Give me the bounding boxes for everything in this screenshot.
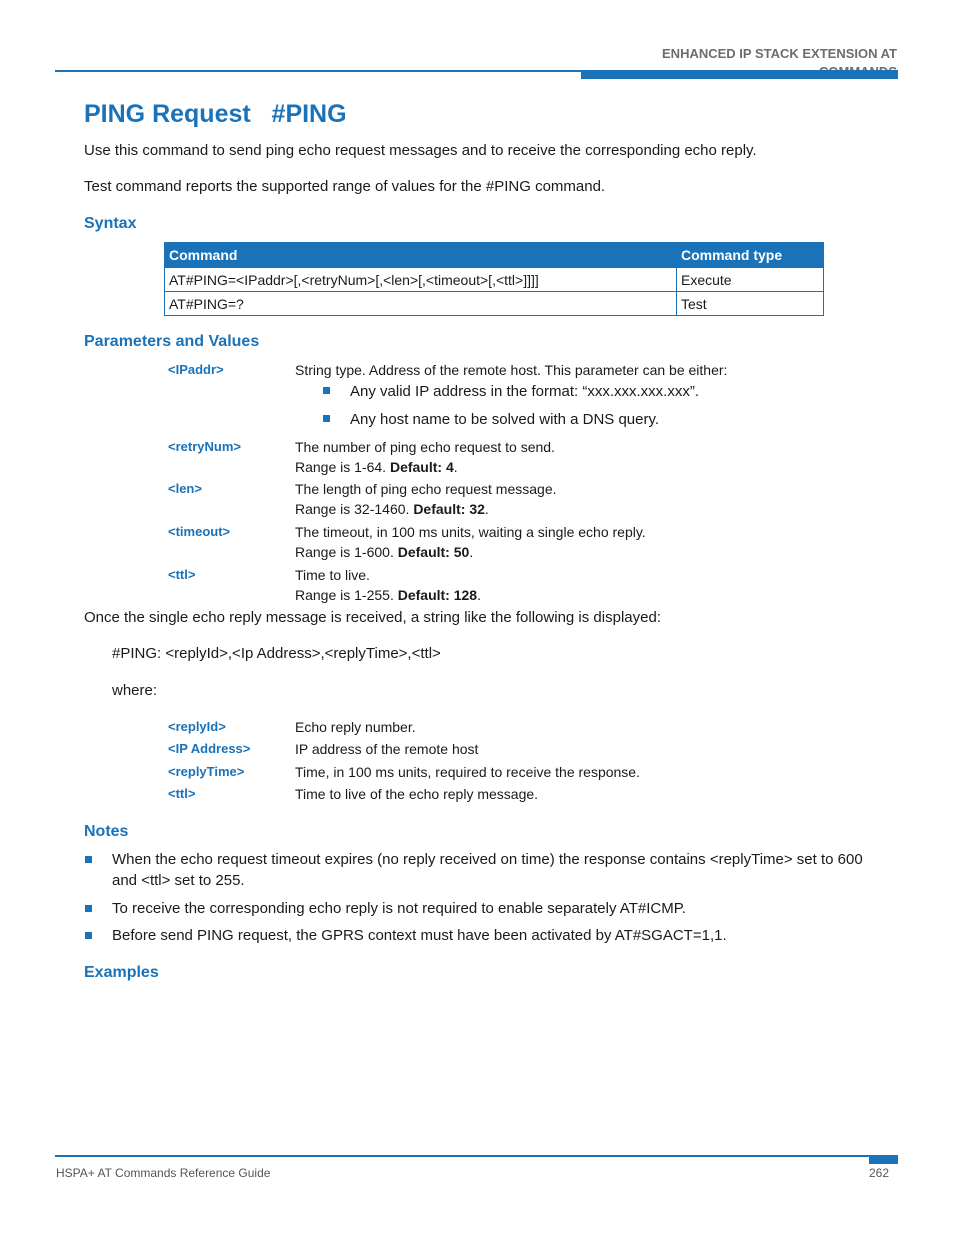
field-name: <replyId> [168,719,226,734]
range-end: . [477,587,481,603]
column-header-type: Command type [677,243,824,268]
param-desc-text: Time to live. [295,567,370,583]
square-bullet-icon [323,387,330,394]
square-bullet-icon [323,415,330,422]
param-desc-text: The length of ping echo request message. [295,481,557,497]
param-name: <timeout> [168,524,231,539]
field-desc: Time, in 100 ms units, required to receive the response. [295,764,640,780]
field-name: <IP Address> [168,741,251,756]
running-header [597,45,897,63]
field-desc: Echo reply number. [295,719,416,735]
type-cell: Test [677,292,824,316]
range-end: . [484,501,489,517]
square-bullet-icon [85,932,92,939]
command-cell: AT#PING=<IPaddr>[,<retryNum>[,<len>[,<timeout>[,<ttl>]]]] [165,268,677,292]
param-range [295,457,855,477]
command-cell: AT#PING=? [165,292,677,316]
param-desc-text: The number of ping echo request to send. [295,439,555,455]
running-header-line1: ENHANCED IP STACK EXTENSION AT [662,46,897,61]
param-desc [295,437,855,477]
default-value: Default: 4 [389,459,454,475]
intro-paragraph-2: Test command reports the supported range of values for the #PING command. [84,178,606,195]
param-name: <ttl> [168,567,196,582]
type-cell: Execute [677,268,824,292]
param-desc-text: The timeout, in 100 ms units, waiting a single echo reply. [295,524,646,540]
footer-accent-bar [869,1155,898,1164]
range-text: Range is 1-64. [295,459,390,475]
param-name: <len> [168,481,202,496]
page-number: 262 [869,1166,890,1180]
table-row [165,292,824,316]
param-range [295,542,855,562]
field-desc: IP address of the remote host [295,741,479,757]
header-accent-bar [581,70,898,79]
footer-doc-title: HSPA+ AT Commands Reference Guide [56,1166,271,1180]
parameters-heading: Parameters and Values [84,333,260,350]
note-text: Before send PING request, the GPRS context must have been activated by AT#SGACT=1,1. [112,927,727,944]
param-desc [295,479,855,519]
param-desc [295,565,855,605]
param-desc: String type. Address of the remote host. This parameter can be either: [295,362,728,378]
notes-heading: Notes [84,823,129,840]
footer-rule [55,1155,870,1157]
range-end: . [469,544,474,560]
default-value: Default: 50 [397,544,470,560]
note-text: To receive the corresponding echo reply is not required to enable separately AT#ICMP. [112,900,686,917]
param-range [295,585,855,605]
range-text: Range is 1-255. [295,587,398,603]
range-text: Range is 1-600. [295,544,398,560]
response-format: #PING: <replyId>,<Ip Address>,<replyTime>,<ttl> [112,645,441,662]
response-intro: Once the single echo reply message is received, a string like the following is displayed: [84,609,661,626]
range-end: . [453,459,458,475]
bullet-text: Any host name to be solved with a DNS query. [350,411,660,428]
syntax-table-header [165,243,824,268]
note-text: When the echo request timeout expires (no reply received on time) the response contains <replyTime> set to 600 and <ttl> set to 255. [112,851,863,889]
table-row [165,268,824,292]
param-range [295,499,855,519]
list-item [323,382,699,402]
param-name: <retryNum> [168,439,241,454]
bullet-text: Any valid IP address in the format: “xxx.xxx.xxx.xxx”. [350,383,699,400]
syntax-table [164,242,824,316]
field-name: <replyTime> [168,764,245,779]
default-value: Default: 32 [413,501,485,517]
page-title: PING Request #PING [84,100,347,128]
param-desc [295,522,855,562]
field-name: <ttl> [168,786,196,801]
field-desc: Time to live of the echo reply message. [295,786,539,802]
range-text: Range is 32-1460. [295,501,414,517]
header-rule [55,70,582,72]
default-value: Default: 128 [397,587,478,603]
intro-paragraph-1: Use this command to send ping echo request messages and to receive the corresponding echo reply. [84,142,757,159]
examples-heading: Examples [84,964,159,981]
syntax-heading: Syntax [84,215,137,232]
square-bullet-icon [85,905,92,912]
where-label: where: [112,682,158,699]
param-name: <IPaddr> [168,362,224,377]
column-header-command: Command [165,243,677,268]
square-bullet-icon [85,856,92,863]
list-item [323,410,659,430]
